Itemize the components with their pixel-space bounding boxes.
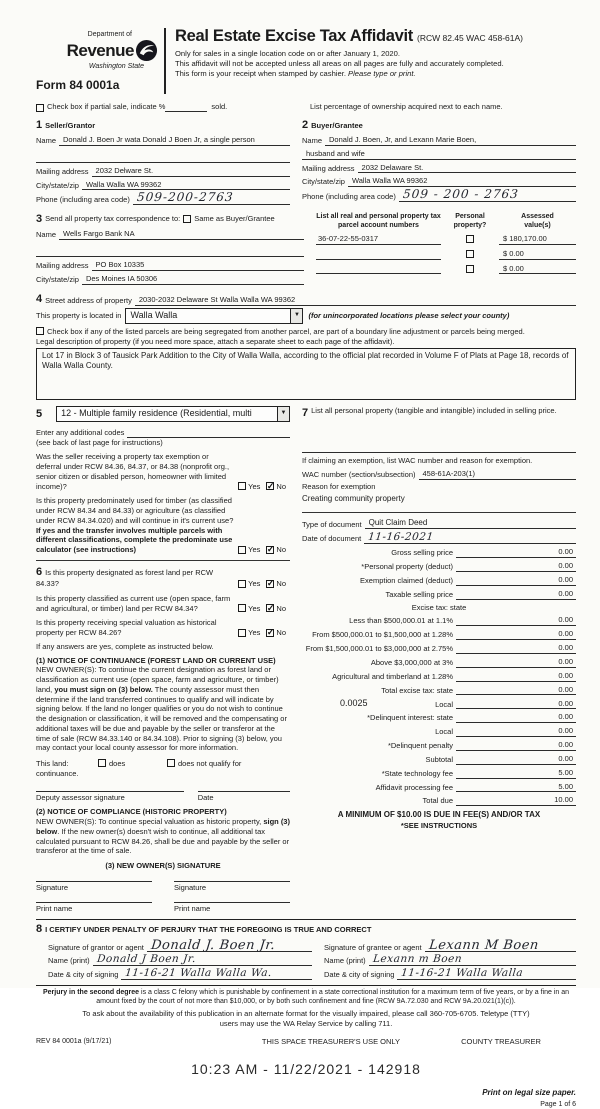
seller-name-field[interactable]: Donald J. Boen Jr wata Donald J Boen Jr, a single person (59, 135, 290, 146)
street-address-label: Street address of property (45, 296, 132, 306)
segregated-checkbox[interactable] (36, 327, 44, 335)
reason-exemption-value: Creating community property (302, 493, 405, 503)
land-qualify-row: This land: does does not qualify for (36, 759, 242, 769)
segregated-label: Check box if any of the listed parcels are being segregated from another parcel, are part of a boundary line adjustment or parcels being merged. (47, 326, 525, 336)
tax-amount-field[interactable]: 0.00 (534, 561, 576, 572)
historical-property-question: Is this property receiving special valuation as historical property per RCW 84.26? Yes ✓ No (36, 618, 290, 638)
minimum-fee-note: A MINIMUM OF $10.00 IS DUE IN FEE(S) AND/OR TAX (337, 810, 541, 820)
header-note-1: Only for sales in a single location code on or after January 1, 2020. (175, 49, 400, 59)
continuance-label: continuance. (36, 768, 79, 778)
personal-property-list-label: List all personal property (tangible and intangible) included in selling price. (311, 406, 557, 416)
tax-amount-field[interactable]: 0.00 (534, 589, 576, 600)
tax-amount-field[interactable]: 5.00 (534, 768, 576, 779)
owner-print-name-line[interactable]: Print name (174, 902, 290, 914)
grantor-date-city-field[interactable]: 11-16-21 Walla Walla Wa. (121, 969, 312, 980)
local-rate-value: 0.0025 (340, 697, 368, 708)
buyer-title: Buyer/Grantee (311, 120, 363, 130)
parcel-table: List all real and personal property tax parcel account numbers Personal property? Assessed value(s) 36-07-22-55-0317 $ 180,170.00 $ 0.00 $ 0.00 (316, 212, 576, 285)
treasurer-stamp: 10:23 AM - 11/22/2021 - 142918 (191, 1061, 421, 1078)
current-use-question: Is this property classified as current use (open space, farm and agricultural, or timber) land per RCW 84.34? Yes ✓ No (36, 594, 290, 614)
parcel-number-field[interactable]: 36-07-22-55-0317 (316, 234, 441, 245)
doc-type-field[interactable]: Quit Claim Deed (365, 518, 576, 529)
exemption-deferral-question: Was the seller receiving a property tax exemption or deferral under RCW 84.36, 84.37, or 84.38 (nonprofit org., senior citizen or disabled person, homeowner with limited income)? Yes ✓ No (36, 452, 290, 491)
deputy-date-line[interactable]: Date (198, 791, 290, 803)
partial-sale-row (36, 102, 310, 112)
section-1-number: 1 (36, 118, 43, 131)
buyer-name2-field[interactable]: husband and wife (302, 149, 576, 160)
seller-name2-field[interactable] (36, 154, 290, 163)
form-number: Form 84 0001a (36, 78, 120, 93)
grantee-signature-field[interactable]: Lexann M Boen (425, 941, 576, 953)
additional-codes-label: Enter any additional codes (36, 427, 125, 437)
q6c-yes-checkbox[interactable] (238, 629, 246, 637)
deputy-assessor-signature-line[interactable]: Deputy assessor signature (36, 791, 184, 803)
seller-mailing-field[interactable]: 2032 Delware St. (92, 166, 290, 177)
tax-amount-field[interactable]: 0.00 (534, 712, 576, 723)
assessed-value-field[interactable]: $ 0.00 (499, 264, 576, 275)
new-owners-signature-title: (3) NEW OWNER(S) SIGNATURE (105, 861, 221, 871)
does-checkbox[interactable] (98, 759, 106, 767)
same-as-buyer-label: Same as Buyer/Grantee (194, 214, 275, 224)
tax-amount-field[interactable]: 0.00 (534, 547, 576, 558)
doc-type-label: Type of document (302, 519, 362, 529)
tax-correspondence-section: 3 Send all property tax correspondence to: Same as Buyer/Grantee Name Wells Fargo Bank NA Mailing address PO Box 10335 City/state/zip Des Moines IA 50306 (36, 212, 304, 285)
q6c-no-checkbox[interactable] (266, 629, 274, 637)
parcel-row (316, 234, 576, 245)
correspondence-mailing-field[interactable]: PO Box 10335 (92, 260, 304, 271)
tax-amount-field[interactable]: 0.00 (534, 575, 576, 586)
parcel-number-field[interactable] (316, 251, 441, 260)
forest-land-question: 6 Is this property designated as forest land per RCW 84.33? Yes ✓ No (36, 565, 290, 589)
q5a-no-checkbox[interactable] (266, 482, 274, 490)
tax-amount-field[interactable]: 0.00 (534, 643, 576, 654)
partial-sale-checkbox[interactable] (36, 104, 44, 112)
tax-computation-column: 7 List all personal property (tangible and intangible) included in selling price. If claiming an exemption, list WAC number and reason for exemption. WAC number (section/subsection) 458-61A-203(1) Reason for exemption Creating community property Type of document Quit Claim Deed Date of document 11-16-2021 Gross selling price 0.00 *Personal property (deduct) 0.00 Exemption claimed (deduct) 0.00 Taxable selling price 0.00 Excise tax: state Less than $500,000.01 at 1.1% 0.00 From $500,000.01 to $1,500,000 at 1.28% 0.00 From $1,500,000.01 to $3,000,000 at 2.75% 0.00 Above $3,000,000 at 3% 0.00 Agricultural and timberland at 1.28% 0.00 Total excise tax: state 0.00 0.0025 Local 0.00 *Delinquent interest: state 0.00 Local 0.00 *Delinquent penalty 0.00 Subtotal 0.00 *State technology fee 5.00 Affidavit processing fee 5.00 Total due 10.00 A MINIMUM OF $10.00 IS DUE IN FEE(S) AND/OR TAX *SEE INSTRUCTIONS (302, 406, 576, 913)
certify-statement: I CERTIFY UNDER PENALTY OF PERJURY THAT THE FOREGOING IS TRUE AND CORRECT (45, 925, 372, 935)
owner-signature-line[interactable]: Signature (174, 881, 290, 893)
q5a-yes-checkbox[interactable] (238, 482, 246, 490)
wac-number-label: WAC number (section/subsection) (302, 470, 416, 480)
county-dropdown[interactable]: Walla Walla ▼ (125, 308, 303, 324)
q6a-yes-checkbox[interactable] (238, 580, 246, 588)
seller-title: Seller/Grantor (45, 120, 96, 130)
land-use-code-dropdown[interactable]: 12 - Multiple family residence (Residential, multi ▼ (56, 406, 290, 422)
treasurer-space-label: THIS SPACE TREASURER'S USE ONLY (261, 1036, 401, 1046)
same-as-buyer-checkbox[interactable] (183, 215, 191, 223)
parcel-row (316, 264, 576, 275)
tax-amount-field[interactable]: 0.00 (534, 615, 576, 626)
parcel-row (316, 249, 576, 260)
partial-sale-percent-field[interactable] (165, 103, 207, 112)
correspondence-name-field[interactable]: Wells Fargo Bank NA (59, 229, 304, 240)
tax-amount-field[interactable]: 0.00 (534, 740, 576, 751)
tax-amount-field[interactable]: 10.00 (534, 795, 576, 806)
timber-agriculture-question: Is this property predominately used for timber (as classified under RCW 84.34 and 84.33) or agriculture (as classified under RCW 84.34.020) and will continue in it's current use? If yes and the transfer involves multiple parcels with different classifications, complete the predominate use calculator (see instructions) Yes ✓ No (36, 496, 290, 555)
parcel-number-field[interactable] (316, 265, 441, 274)
buyer-phone-field[interactable]: 509 - 200 - 2763 (399, 190, 576, 202)
notice-continuance: (1) NOTICE OF CONTINUANCE (FOREST LAND OR CURRENT USE) NEW OWNER(S): To continue the current designation as forest land or classification as current use (open space, farm and agriculture, or timber) land, you must sign on (3) below. The county assessor must then determine if the land transferred continues to qualify and will indicate by signing below. If the land no longer qualifies or you do not wish to continue the designation or classification, it will be removed and the compensating or additional taxes will be due and payable by the seller or transferor at the time of sale (RCW 84.33.140 or 84.34.108). Prior to signing (3) below, you may contact your local county assessor for more information. (36, 655, 287, 753)
property-address-section (36, 292, 576, 400)
does-not-checkbox[interactable] (167, 759, 175, 767)
grantor-signature-field[interactable]: Donald J. Boen Jr. (147, 941, 312, 953)
tax-amount-field[interactable]: 0.00 (534, 685, 576, 696)
section-5-number: 5 (36, 407, 43, 420)
county-treasurer-label: COUNTY TREASURER (461, 1036, 541, 1046)
rev-form-number: REV 84 0001a (9/17/21) (36, 1037, 112, 1045)
personal-property-checkbox[interactable] (466, 265, 474, 273)
section-2-number: 2 (302, 118, 309, 131)
legal-description-box[interactable]: Lot 17 in Block 3 of Tausick Park Addition to the City of Walla Walla, according to the official plat recorded in Volume F of Plats at Page 18, records of Walla Walla County. (36, 348, 576, 400)
seller-phone-field[interactable]: 509-200-2763 (133, 193, 290, 205)
doc-date-label: Date of document (302, 534, 362, 544)
seller-grantor-section: 1 Seller/Grantor Name Donald J. Boen Jr wata Donald J Boen Jr, a single person Mailing address 2032 Delware St. City/state/zip Walla Walla WA 99362 Phone (including area code) 509-200-2763 (36, 118, 290, 205)
header-note-2: This affidavit will not be accepted unless all areas on all pages are fully and accurately completed. (175, 59, 504, 69)
grantor-print-name-field[interactable]: Donald J Boen Jr. (93, 955, 312, 966)
logo-revenue: Revenue (66, 40, 134, 60)
buyer-name-field[interactable]: Donald J. Boen, Jr, and Lexann Marie Boen, (325, 135, 576, 146)
see-instructions-note: *SEE INSTRUCTIONS (400, 820, 478, 830)
q6a-no-checkbox[interactable] (266, 580, 274, 588)
alt-format-note: To ask about the availability of this publication in an alternate format for the visually impaired, please call 360-705-6705. Teletype (TTY) users may use the WA Relay Service by calling 711. (82, 1009, 530, 1028)
dor-logo (36, 26, 158, 94)
dropdown-arrow-icon[interactable]: ▼ (290, 309, 302, 323)
personal-property-list-field[interactable] (302, 444, 576, 453)
ownership-note: List percentage of ownership acquired next to each name. (310, 102, 503, 111)
sold-label: sold. (211, 102, 228, 111)
assessed-value-field[interactable]: $ 0.00 (499, 249, 576, 260)
form-title: Real Estate Excise Tax Affidavit (175, 27, 414, 45)
section-4-number: 4 (36, 292, 43, 305)
tax-amount-field[interactable]: 0.00 (534, 671, 576, 682)
exemption-note: If claiming an exemption, list WAC number and reason for exemption. (302, 456, 533, 466)
codes-note: (see back of last page for instructions) (36, 437, 163, 447)
dropdown-arrow-icon[interactable]: ▼ (277, 407, 289, 421)
correspondence-label: Send all property tax correspondence to: (45, 214, 181, 224)
correspondence-city-field[interactable]: Des Moines IA 50306 (82, 274, 304, 285)
section-8-number: 8 (36, 923, 43, 936)
wac-number-field[interactable]: 458-61A-203(1) (419, 469, 576, 480)
section-6-number: 6 (36, 565, 43, 578)
logo-dept-of: Department of (87, 31, 132, 38)
page-indicator: Page 1 of 6 (540, 1100, 576, 1108)
additional-codes-field[interactable] (127, 429, 290, 438)
if-yes-note: If any answers are yes, complete as instructed below. (36, 641, 214, 651)
owner-signature-line[interactable]: Signature (36, 881, 152, 893)
legal-description-label: Legal description of property (if you need more space, attach a separate sheet to each page of the affidavit). (36, 337, 395, 347)
print-legal-note: Print on legal size paper. (482, 1088, 576, 1098)
located-note: (for unincorporated locations please select your county) (308, 310, 510, 320)
partial-sale-label: Check box if partial sale, indicate % (47, 102, 166, 111)
header-note-3: This form is your receipt when stamped by cashier. Please type or print. (175, 69, 416, 79)
tax-amount-field[interactable]: 0.00 (534, 754, 576, 765)
perjury-statement: Perjury in the second degree is a class C felony which is punishable by confinement in a state correctional institution for a maximum term of five years, or by a fine in an amount fixed by the court of not more than $10,000, or by both such confinement and fine (RCW 9A.72.030 and RCW 9A.20.021(1)(c)). (42, 988, 569, 1005)
street-address-field[interactable]: 2030-2032 Delaware St Walla Walla WA 99362 (135, 295, 576, 306)
correspondence-name2-field[interactable] (36, 248, 304, 257)
excise-tax-state-header: Excise tax: state (411, 602, 467, 612)
tax-amount-field[interactable]: 0.00 (534, 657, 576, 668)
header-divider (164, 28, 166, 94)
q6b-yes-checkbox[interactable] (238, 604, 246, 612)
personal-property-checkbox[interactable] (466, 250, 474, 258)
form-title-rcw: (RCW 82.45 WAC 458-61A) (417, 33, 523, 43)
buyer-city-field[interactable]: Walla Walla WA 99362 (348, 176, 576, 187)
grantee-date-city-field[interactable]: 11-16-21 Walla Walla (397, 969, 576, 980)
use-classification-column (36, 406, 290, 913)
tax-amount-field[interactable]: 0.00 (534, 726, 576, 737)
tax-amount-field[interactable]: 5.00 (534, 782, 576, 793)
revenue-swirl-icon (135, 39, 158, 62)
certification-section: 8 I CERTIFY UNDER PENALTY OF PERJURY THAT THE FOREGOING IS TRUE AND CORRECT Signature of grantor or agent Donald J. Boen Jr. Name (print) Donald J Boen Jr. Date & city of signing 11-16-21 Walla Walla Wa. Signature of grantee or agent Lexann M Boen Name (print) Lexann m Boen Date & city of signing 11-16-21 Walla Walla (36, 922, 576, 980)
owner-print-name-line[interactable]: Print name (36, 902, 152, 914)
logo-washington-state: Washington State (88, 63, 144, 71)
seller-city-field[interactable]: Walla Walla WA 99362 (82, 180, 290, 191)
grantee-print-name-field[interactable]: Lexann m Boen (369, 955, 576, 966)
q5b-yes-checkbox[interactable] (238, 546, 246, 554)
section-7-number: 7 (302, 407, 309, 420)
section-3-number: 3 (36, 213, 43, 226)
reason-exemption-label: Reason for exemption (302, 481, 376, 491)
buyer-mailing-field[interactable]: 2032 Delaware St. (358, 163, 576, 174)
buyer-grantee-section: 2 Buyer/Grantee Name Donald J. Boen, Jr, and Lexann Marie Boen, husband and wife Mailing address 2032 Delaware St. City/state/zip Walla Walla WA 99362 Phone (including area code) 509 - 200 - 2763 (302, 118, 576, 205)
personal-property-checkbox[interactable] (466, 235, 474, 243)
q5b-no-checkbox[interactable] (266, 546, 274, 554)
notice-compliance: (2) NOTICE OF COMPLIANCE (HISTORIC PROPERTY) NEW OWNER(S): To continue special valuation as historic property, sign (3) below. If the new owner(s) doesn't wish to continue, all additional tax calculated pursuant to RCW 84.26, shall be due and payable by the seller or transferor at the time of sale. (36, 807, 290, 856)
located-in-label: This property is located in (36, 310, 122, 320)
tax-amount-field[interactable]: 0.00 (534, 699, 576, 710)
q6b-no-checkbox[interactable] (266, 604, 274, 612)
doc-date-field[interactable]: 11-16-2021 (364, 533, 576, 544)
assessed-value-field[interactable]: $ 180,170.00 (499, 234, 576, 245)
form-header (36, 26, 576, 94)
tax-amount-field[interactable]: 0.00 (534, 629, 576, 640)
